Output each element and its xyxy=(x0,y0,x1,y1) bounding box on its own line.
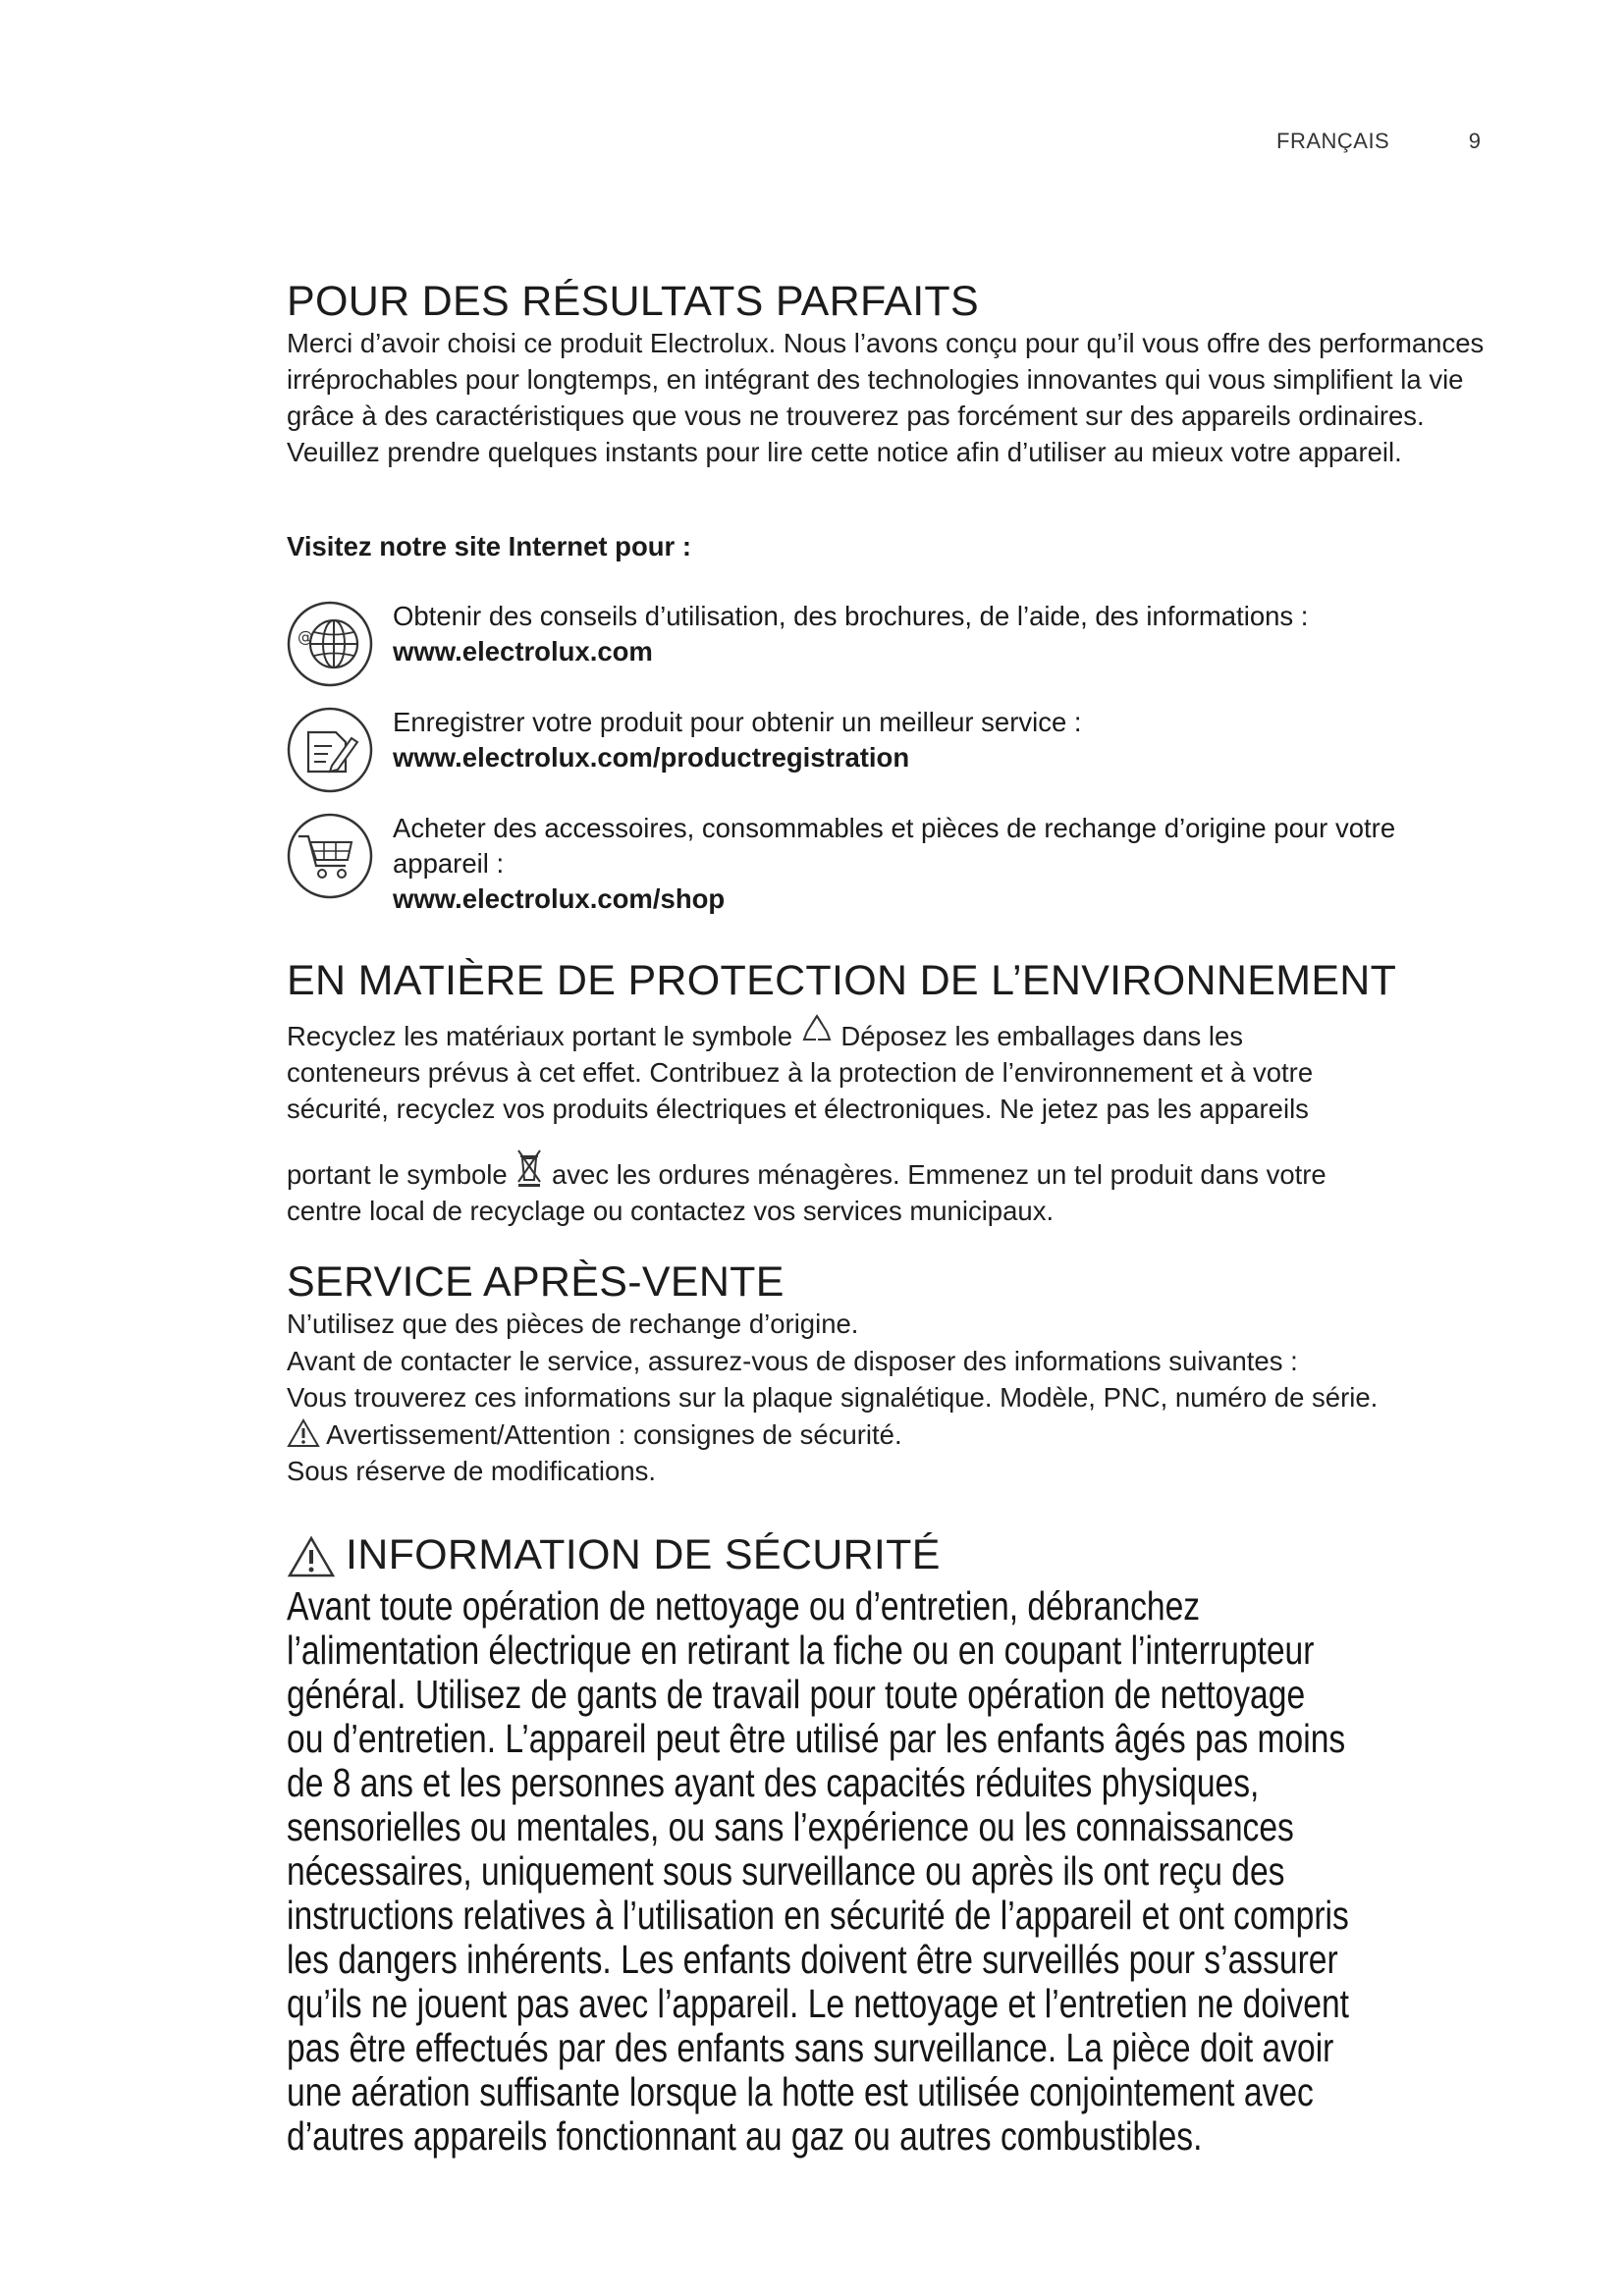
svg-text:@: @ xyxy=(298,627,313,646)
environment-line: portant le symbole xyxy=(287,1159,508,1190)
safety-line: les dangers inhérents. Les enfants doivent être surveillés pour s’assurer xyxy=(287,1937,1338,1982)
safety-title-row xyxy=(287,1531,1485,1578)
safety-line: sensorielles ou mentales, ou sans l’expérience ou les connaissances xyxy=(287,1804,1294,1849)
safety-line: instructions relatives à l’utilisation en sécurité de l’appareil et ont compris xyxy=(287,1893,1349,1938)
safety-line: général. Utilisez de gants de travail pour toute opération de nettoyage xyxy=(287,1672,1306,1717)
recycle-icon xyxy=(800,1012,834,1049)
service-row-registration xyxy=(285,705,1492,813)
safety-line: de 8 ans et les personnes ayant des capacités réduites physiques, xyxy=(287,1760,1260,1805)
safety-line: d’autres appareils fonctionnant au gaz ou autres combustibles. xyxy=(287,2113,1203,2159)
environment-line: centre local de recyclage ou contactez vos services municipaux. xyxy=(287,1196,1055,1226)
environment-line: sécurité, recyclez vos produits électriques et électroniques. Ne jetez pas les appareils xyxy=(287,1094,1309,1124)
intro-title: POUR DES RÉSULTATS PARFAITS xyxy=(287,278,979,325)
crossed-bin-icon xyxy=(514,1147,544,1188)
safety-section xyxy=(287,1531,1485,2159)
environment-line: Recyclez les matériaux portant le symbole xyxy=(287,1021,793,1051)
warning-icon xyxy=(287,1418,320,1448)
intro-text: Merci d’avoir choisi ce produit Electrolux. Nous l’avons conçu pour qu’il vous offre des performances irréprochables pour longtemps, en intégrant des technologies innovantes qui vous simplifient la vie grâce à des caractéristiques que vous ne trouverez pas forcément sur des appareils ordinaires. Veuillez prendre quelques instants pour lire cette notice afin d’utiliser au mieux votre appareil. xyxy=(287,328,1485,467)
after-sales-line: Avant de contacter le service, assurez-vous de disposer des informations suivantes : xyxy=(287,1345,1298,1376)
safety-line: une aération suffisante lorsque la hotte est utilisée conjointement avec xyxy=(287,2069,1314,2114)
after-sales-line: N’utilisez que des pièces de rechange d’origine. xyxy=(287,1308,859,1339)
service-row-advice xyxy=(285,599,1492,707)
safety-text xyxy=(287,1584,1477,2159)
service-link[interactable]: www.electrolux.com xyxy=(393,636,653,667)
intro-section xyxy=(287,278,1485,470)
environment-section xyxy=(287,957,1485,1229)
shopping-cart-icon xyxy=(285,811,375,901)
safety-line: l’alimentation électrique en retirant la fiche ou en coupant l’interrupteur xyxy=(287,1628,1315,1673)
registration-icon xyxy=(285,705,375,795)
after-sales-title: SERVICE APRÈS-VENTE xyxy=(287,1258,785,1306)
service-link[interactable]: www.electrolux.com/shop xyxy=(393,883,726,914)
visit-label: Visitez notre site Internet pour : xyxy=(287,531,692,561)
safety-line: qu’ils ne jouent pas avec l’appareil. Le nettoyage et l’entretien ne doivent xyxy=(287,1981,1350,2026)
after-sales-line: Avertissement/Attention : consignes de sécurité. xyxy=(326,1418,902,1450)
after-sales-text xyxy=(287,1306,1485,1490)
service-text: Acheter des accessoires, consommables et pièces de rechange d’origine pour votre appareil : xyxy=(393,813,1396,879)
safety-title: INFORMATION DE SÉCURITÉ xyxy=(346,1531,941,1578)
page-header xyxy=(1276,129,1492,158)
safety-line: nécessaires, uniquement sous surveillance ou après ils ont reçu des xyxy=(287,1848,1285,1894)
environment-line: Déposez les emballages dans les xyxy=(840,1021,1244,1051)
safety-line: pas être effectués par des enfants sans surveillance. La pièce doit avoir xyxy=(287,2025,1334,2070)
after-sales-line: Sous réserve de modifications. xyxy=(287,1456,657,1486)
service-text: Enregistrer votre produit pour obtenir un meilleur service : xyxy=(393,707,1082,737)
environment-line: conteneurs prévus à cet effet. Contribuez à la protection de l’environnement et à votre xyxy=(287,1057,1314,1088)
service-row-shop xyxy=(285,811,1492,919)
page-number: 9 xyxy=(1468,129,1481,153)
after-sales-line: Vous trouverez ces informations sur la plaque signalétique. Modèle, PNC, numéro de série. xyxy=(287,1382,1379,1413)
language-label: FRANÇAIS xyxy=(1276,129,1390,153)
environment-line: avec les ordures ménagères. Emmenez un tel produit dans votre xyxy=(551,1159,1326,1190)
safety-line: Avant toute opération de nettoyage ou d’entretien, débranchez xyxy=(287,1583,1201,1629)
warning-icon xyxy=(287,1535,336,1578)
safety-line: ou d’entretien. L’appareil peut être utilisé par les enfants âgés pas moins xyxy=(287,1716,1346,1761)
globe-icon xyxy=(285,599,375,689)
environment-title: EN MATIÈRE DE PROTECTION DE L’ENVIRONNEMENT xyxy=(287,957,1397,1004)
after-sales-section xyxy=(287,1258,1485,1490)
service-link[interactable]: www.electrolux.com/productregistration xyxy=(393,742,910,773)
service-text: Obtenir des conseils d’utilisation, des brochures, de l’aide, des informations : xyxy=(393,601,1309,631)
environment-text xyxy=(287,1012,1485,1229)
